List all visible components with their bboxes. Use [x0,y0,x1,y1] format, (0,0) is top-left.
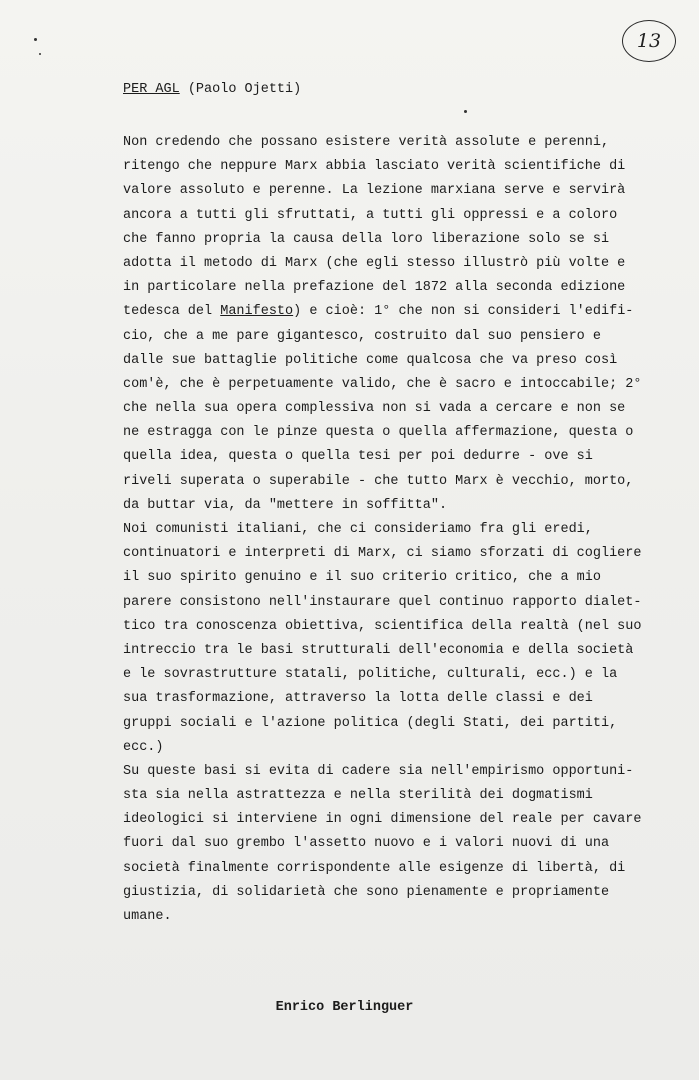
header-recipient: PER AGL [123,82,180,97]
text-line: cio, che a me pare gigantesco, costruito dal suo pensiero e [123,328,601,344]
manifesto-title: Manifesto [220,304,294,320]
signature-name: Enrico Berlinguer [275,1000,414,1015]
text-line: Su queste basi si evita di cadere sia nell'empirismo opportuni- [123,763,634,779]
text-line: che fanno propria la causa della loro liberazione solo se si [123,231,610,247]
letter-body [123,131,642,929]
text-line: parere consistono nell'instaurare quel continuo rapporto dialet- [123,594,642,610]
text-line: dalle sue battaglie politiche come qualcosa che va preso così [123,352,618,368]
header-author: (Paolo Ojetti) [179,82,302,97]
text-line: continuatori e interpreti di Marx, ci siamo sforzati di cogliere [123,546,642,562]
signature [0,1000,699,1015]
text-line: Noi comunisti italiani, che ci consideriamo fra gli eredi, [123,522,593,537]
text-line: società finalmente corrispondente alle esigenze di libertà, di [123,860,626,876]
text-line: ne estragga con le pinze questa o quella affermazione, questa o [123,425,634,441]
text-line: umane. [123,909,172,924]
ink-speck [34,38,37,41]
text-line: valore assoluto e perenne. La lezione marxiana serve e servirà [123,183,626,199]
text-line: quella idea, questa o quella tesi per poi dedurre - ove si [123,449,593,465]
text-line: sua trasformazione, attraverso la lotta delle classi e dei [123,691,593,707]
text-line: e le sovrastrutture statali, politiche, culturali, ecc.) e la [123,667,618,683]
ink-speck [464,110,467,113]
text-line: in particolare nella prefazione del 1872 alla seconda edizione [123,280,626,296]
text-line: tico tra conoscenza obiettiva, scientifica della realtà (nel suo [123,618,642,634]
text-line: ecc.) [123,739,164,755]
document-header [123,80,301,100]
text-line: fuori dal suo grembo l'assetto nuovo e i valori nuovi di una [123,836,610,852]
page-number-circled [622,20,676,62]
text-line: ancora a tutti gli sfruttati, a tutti gli oppressi e a coloro [123,207,618,223]
text-line: intreccio tra le basi strutturali dell'economia e della società [123,642,634,658]
text-line: che nella sua opera complessiva non si vada a cercare e non se [123,401,626,417]
page-number-text: 13 [636,30,662,52]
text-line: da buttar via, da "mettere in soffitta". [123,497,448,513]
text-line: com'è, che è perpetuamente valido, che è sacro e intoccabile; 2° [123,376,642,392]
text-line: Non credendo che possano esistere verità assolute e perenni, [123,135,610,150]
text-line-manifesto [123,300,634,324]
text-line: il suo spirito genuino e il suo criterio critico, che a mio [123,570,601,586]
text-line: ritengo che neppure Marx abbia lasciato verità scientifiche di [123,159,626,175]
text-line: gruppi sociali e l'azione politica (degli Stati, dei partiti, [123,715,618,731]
text-segment: tedesca del [123,304,221,320]
text-line: sta sia nella astrattezza e nella sterilità dei dogmatismi [123,788,593,804]
ink-speck [39,53,41,55]
text-line: ideologici si interviene in ogni dimensione del reale per cavare [123,812,642,828]
text-line: riveli superata o superabile - che tutto Marx è vecchio, morto, [123,473,634,489]
text-segment: ) e cioè: 1° che non si consideri l'edifi- [293,304,634,320]
text-line: giustizia, di solidarietà che sono pienamente e propriamente [123,884,610,900]
text-line: adotta il metodo di Marx (che egli stesso illustrò più volte e [123,255,626,271]
